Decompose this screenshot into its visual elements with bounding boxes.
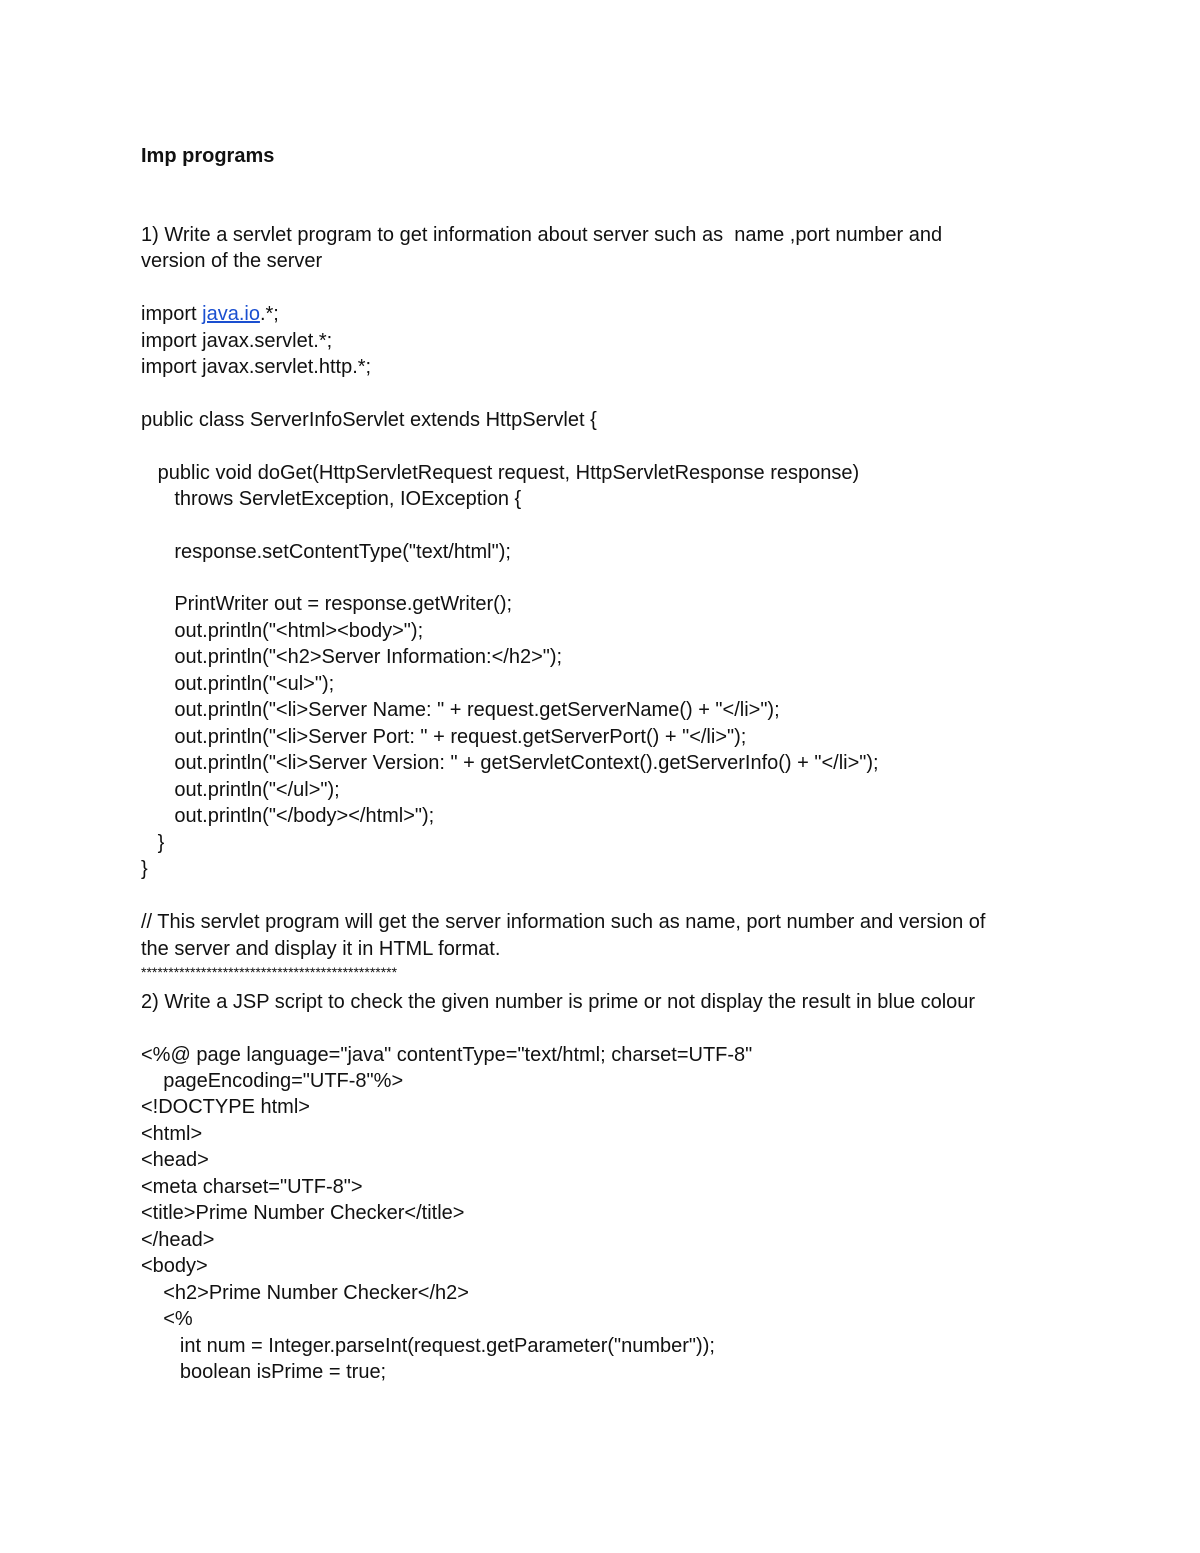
code-line: out.println("</ul>"); xyxy=(141,779,340,801)
code-line: <html> xyxy=(141,1123,203,1145)
code-line: <%@ page language="java" contentType="text/html; charset=UTF-8" xyxy=(141,1044,753,1066)
code-line: import javax.servlet.*; xyxy=(141,330,333,352)
code-line: import javax.servlet.http.*; xyxy=(141,356,372,378)
comment-line-1: // This servlet program will get the server information such as name, port number and version of xyxy=(141,911,986,933)
code-line: response.setContentType("text/html"); xyxy=(141,541,511,563)
code-line: <head> xyxy=(141,1149,209,1171)
code-line: <!DOCTYPE html> xyxy=(141,1096,310,1118)
code-line: </head> xyxy=(141,1229,215,1251)
separator-stars: *********************************************** xyxy=(141,964,398,980)
question-2: 2) Write a JSP script to check the given number is prime or not display the result in blue colour xyxy=(141,991,976,1013)
code-line: PrintWriter out = response.getWriter(); xyxy=(141,593,513,615)
code-line: out.println("</body></html>"); xyxy=(141,805,435,827)
code-line: pageEncoding="UTF-8"%> xyxy=(141,1070,404,1092)
code-line: boolean isPrime = true; xyxy=(141,1361,387,1383)
import-keyword: import xyxy=(141,303,203,325)
code-line: out.println("<ul>"); xyxy=(141,673,335,695)
code-line: <% xyxy=(141,1308,193,1330)
code-line: public class ServerInfoServlet extends HttpServlet { xyxy=(141,409,597,431)
code-line: throws ServletException, IOException { xyxy=(141,488,522,510)
code-line: public void doGet(HttpServletRequest request, HttpServletResponse response) xyxy=(141,462,860,484)
question-1-line-1: 1) Write a servlet program to get information about server such as name ,port number and xyxy=(141,224,943,246)
document-title: Imp programs xyxy=(141,145,275,167)
code-line: } xyxy=(141,832,165,854)
code-line: out.println("<html><body>"); xyxy=(141,620,424,642)
code-line: int num = Integer.parseInt(request.getParameter("number")); xyxy=(141,1335,715,1357)
code-line: out.println("<li>Server Port: " + request.getServerPort() + "</li>"); xyxy=(141,726,747,748)
java-io-link[interactable]: java.io xyxy=(202,303,260,325)
code-line: <meta charset="UTF-8"> xyxy=(141,1176,363,1198)
import-suffix: .*; xyxy=(259,303,279,325)
code-line: out.println("<li>Server Version: " + getServletContext().getServerInfo() + "</li>"); xyxy=(141,752,879,774)
code-line: <title>Prime Number Checker</title> xyxy=(141,1202,465,1224)
comment-line-2: the server and display it in HTML format. xyxy=(141,938,501,960)
code-line: } xyxy=(141,858,148,880)
question-1-line-2: version of the server xyxy=(141,250,323,272)
code-line-import-java-io xyxy=(141,301,279,327)
code-line: <h2>Prime Number Checker</h2> xyxy=(141,1282,469,1304)
code-line: out.println("<h2>Server Information:</h2>"); xyxy=(141,646,563,668)
code-line: out.println("<li>Server Name: " + request.getServerName() + "</li>"); xyxy=(141,699,780,721)
code-line: <body> xyxy=(141,1255,208,1277)
